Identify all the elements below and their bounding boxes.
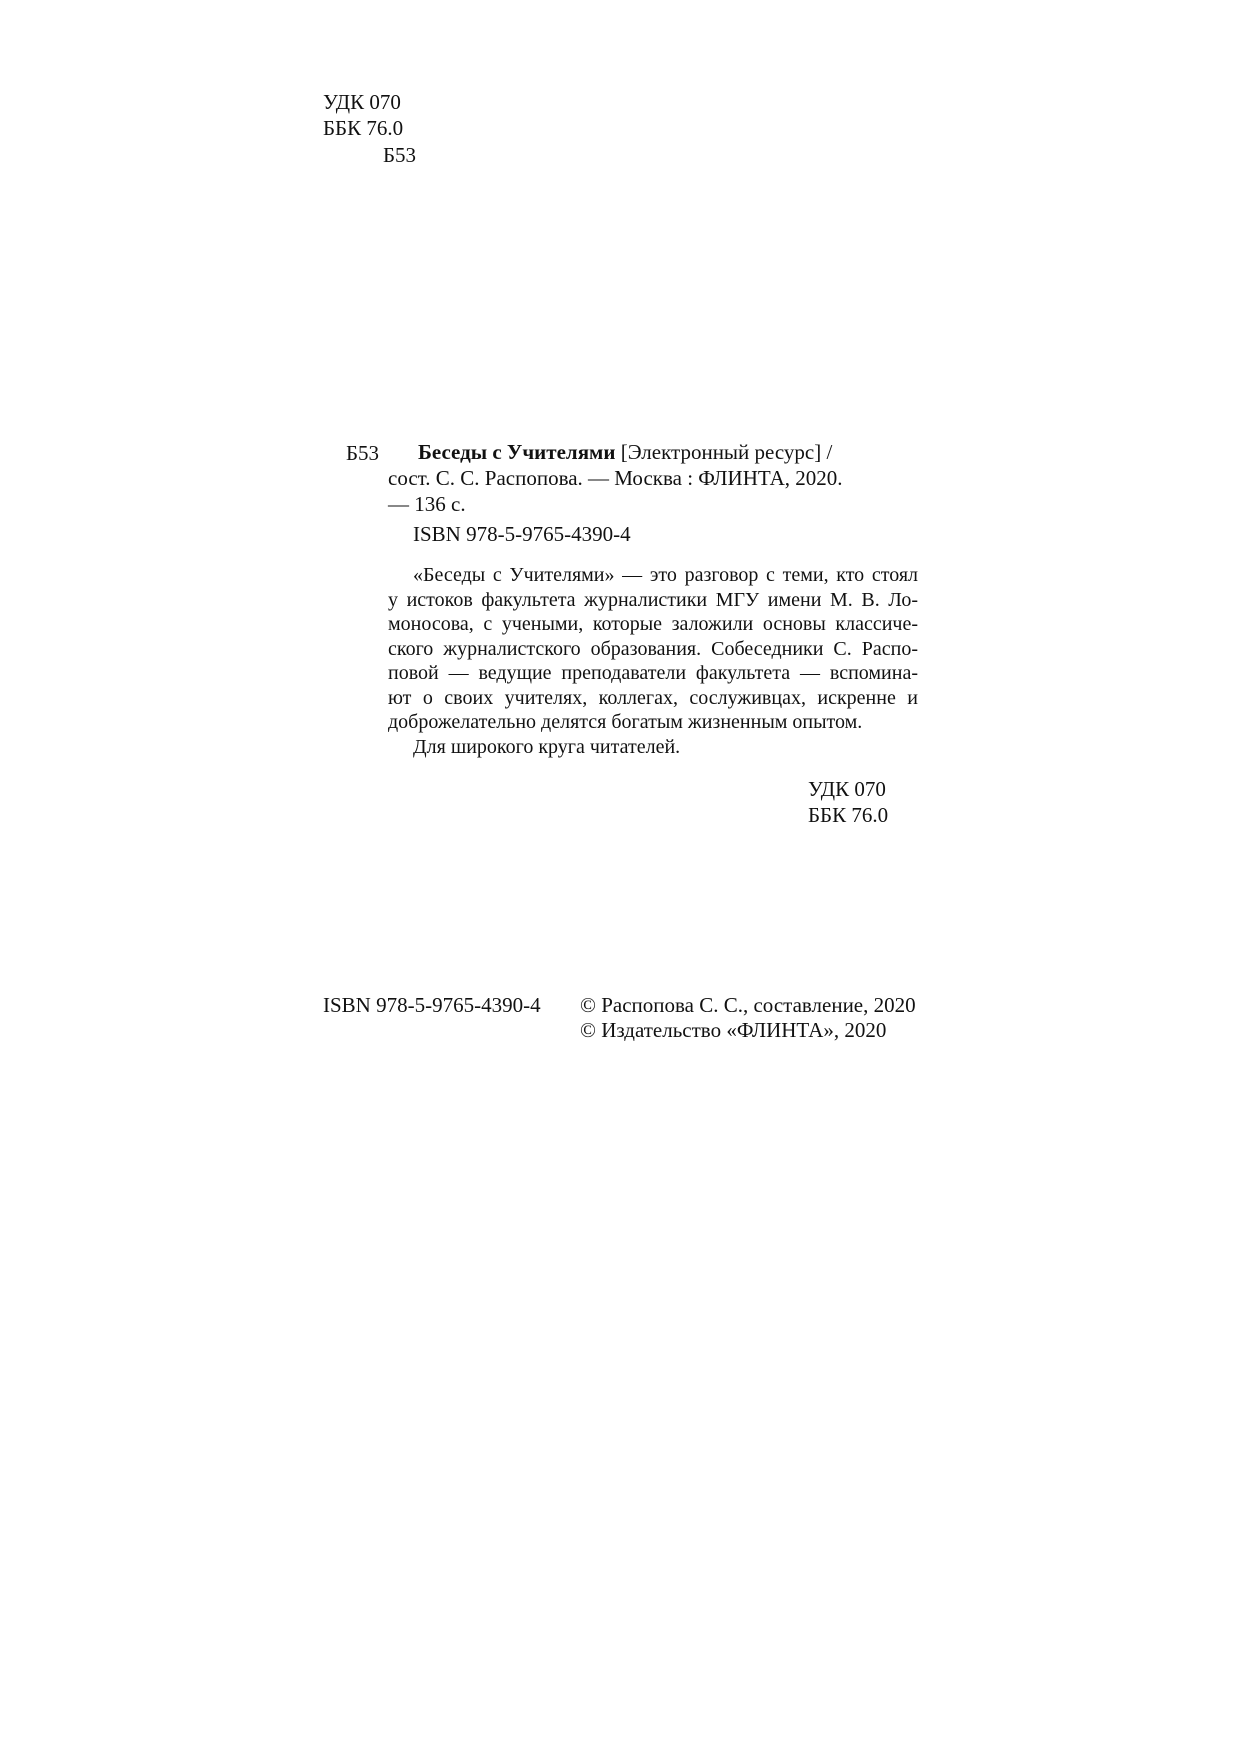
book-title: Беседы с Учителями bbox=[418, 440, 616, 464]
annotation-paragraph bbox=[388, 563, 918, 735]
audience-note: Для широкого круга читателей. bbox=[413, 736, 681, 758]
bottom-bbk: ББК 76.0 bbox=[808, 803, 889, 827]
card-isbn: ISBN 978-5-9765-4390-4 bbox=[413, 522, 631, 546]
copyright-compiler: © Распопова С. С., составление, 2020 bbox=[580, 993, 916, 1017]
annotation-line: у истоков факультета журналистики МГУ имени М. В. Ло- bbox=[388, 588, 918, 611]
header-udk: УДК 070 bbox=[323, 90, 401, 114]
annotation-line: ют о своих учителях, коллегах, сослуживцах, искренне и bbox=[388, 686, 918, 709]
annotation-line: моносова, с учеными, которые заложили основы классиче- bbox=[388, 613, 918, 635]
card-pages-line: — 136 с. bbox=[388, 492, 466, 516]
bottom-udk: УДК 070 bbox=[808, 777, 886, 801]
annotation-line: «Беседы с Учителями» — это разговор с теми, кто стоял bbox=[413, 564, 918, 586]
header-author-sign: Б53 bbox=[383, 143, 417, 167]
footer-isbn: ISBN 978-5-9765-4390-4 bbox=[323, 993, 541, 1017]
card-compiler-line: сост. С. С. Распопова. — Москва : ФЛИНТА, 2020. bbox=[388, 466, 843, 490]
header-bbk: ББК 76.0 bbox=[323, 116, 404, 140]
copyright-publisher: © Издательство «ФЛИНТА», 2020 bbox=[580, 1018, 887, 1042]
resource-type: [Электронный ресурс] / bbox=[615, 440, 833, 464]
card-author-sign: Б53 bbox=[346, 441, 380, 465]
annotation-line: повой — ведущие преподаватели факультета — вспомина- bbox=[388, 662, 918, 684]
annotation-line: ского журналистского образования. Собеседники С. Распо- bbox=[388, 637, 918, 660]
annotation-line: доброжелательно делятся богатым жизненным опытом. bbox=[388, 711, 863, 733]
card-title-line bbox=[418, 440, 832, 464]
